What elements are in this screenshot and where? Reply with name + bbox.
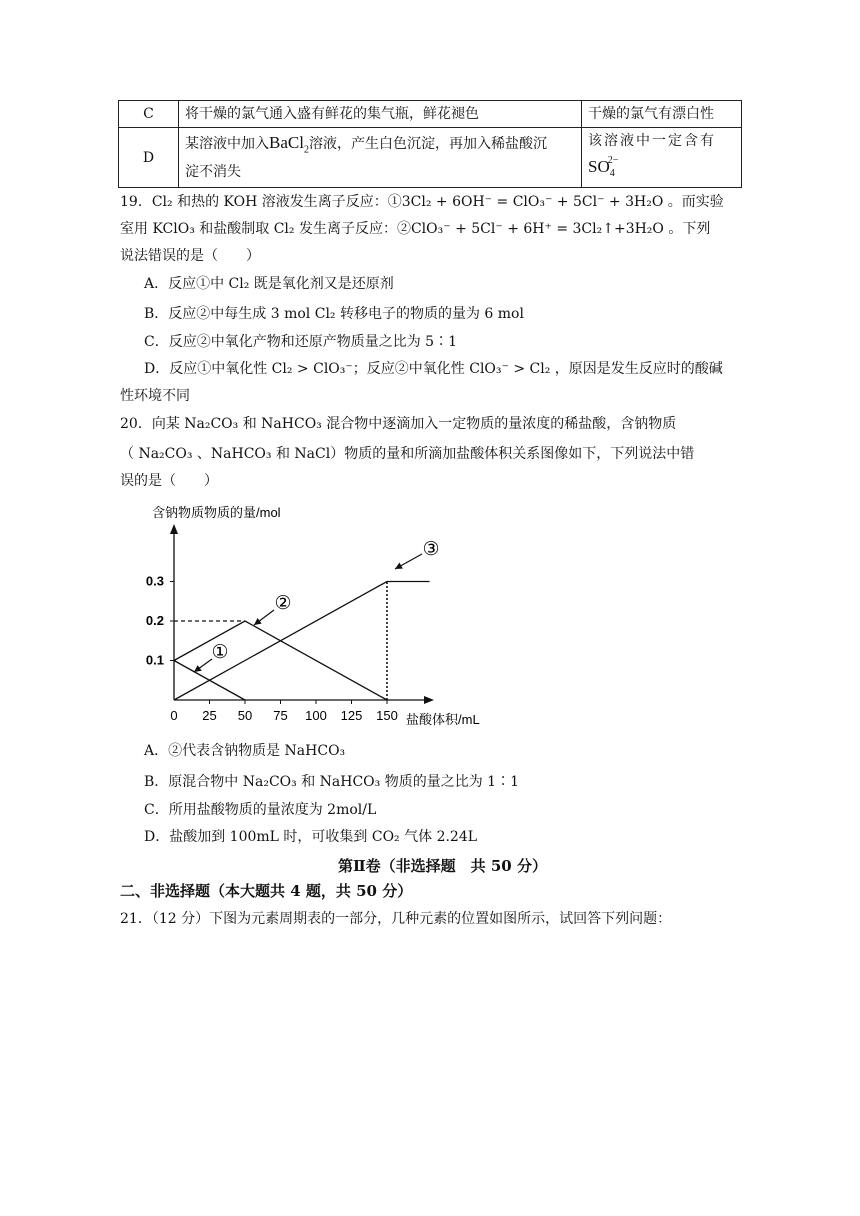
callout-arrow-head: [194, 665, 202, 672]
row-conclusion: 干燥的氯气有漂白性: [582, 101, 742, 128]
x-tick-label: 125: [340, 708, 363, 723]
section-title: 第Ⅱ卷（非选择题 共 50 分）: [338, 857, 547, 875]
series-label-1: ①: [211, 642, 229, 663]
chem-formula: BaCl$_2$: [269, 132, 309, 156]
q20-option-b: B．原混合物中 Na₂CO₃ 和 NaHCO₃ 物质的量之比为 1∶1: [144, 774, 519, 790]
q19-line1: 19．Cl₂ 和热的 KOH 溶液发生离子反应：①3Cl₂ + 6OH⁻ = ClO₃⁻ + 5Cl⁻ + 3H₂O 。而实验: [120, 194, 724, 210]
series-label-2: ②: [274, 593, 292, 614]
q20-option-a: A．②代表含钠物质是 NaHCO₃: [144, 743, 346, 759]
options-table: [118, 100, 742, 188]
chem-text: SO: [588, 156, 610, 176]
x-tick-label: 50: [237, 708, 253, 723]
y-axis-label: 含钠物质物质的量/mol: [152, 505, 281, 520]
desc-text: 某溶液中加入: [185, 135, 269, 152]
q20-line3: 误的是（ ）: [120, 473, 218, 489]
x-tick-label: 150: [376, 708, 398, 723]
chart-svg: [130, 497, 510, 727]
q19-line2: 室用 KClO₃ 和盐酸制取 Cl₂ 发生离子反应：②ClO₃⁻ + 5Cl⁻ + 6H⁺ = 3Cl₂↑+3H₂O 。下列: [120, 221, 711, 237]
table-row: [119, 128, 742, 188]
y-tick-label: 0.1: [145, 652, 164, 668]
q19-option-c: C．反应②中氧化产物和还原产物质量之比为 5∶1: [144, 334, 457, 350]
sulfate-formula: $SO_4^{2-}$: [588, 155, 619, 180]
y-tick-label: 0.3: [145, 573, 164, 589]
sodium-species-chart: [130, 497, 510, 731]
desc-text: 溶液，产生白色沉淀，再加入稀盐酸沉: [308, 135, 547, 152]
row-letter: C: [119, 101, 179, 128]
x-tick-label: 75: [273, 708, 288, 723]
row-description: 将干燥的氯气通入盛有鲜花的集气瓶，鲜花褪色: [179, 101, 582, 128]
table-row: [119, 101, 742, 128]
row-conclusion: [582, 128, 742, 188]
section-heading: 二、非选择题（本大题共 4 题，共 50 分）: [120, 882, 413, 900]
x-axis-label: 盐酸体积/mL: [406, 712, 480, 727]
desc-text: 淀不消失: [185, 164, 241, 181]
x-tick-label: 25: [202, 708, 217, 723]
q20-option-d: D．盐酸加到 100mL 时，可收集到 CO₂ 气体 2.24L: [144, 829, 478, 845]
chem-text: BaCl: [269, 132, 304, 152]
q21-stem: 21．（12 分）下图为元素周期表的一部分，几种元素的位置如图所示，试回答下列问题：: [120, 911, 672, 927]
series-line-2: [174, 621, 387, 700]
q19-line3: 说法错误的是（ ）: [120, 248, 260, 264]
conclusion-text: 该溶液中一定含有: [588, 133, 716, 149]
q19-option-d-line2: 性环境不同: [120, 388, 190, 404]
q20-line1: 20．向某 Na₂CO₃ 和 NaHCO₃ 混合物中逐滴加入一定物质的量浓度的稀盐酸，含钠物质: [120, 416, 677, 432]
q20-line2: （ Na₂CO₃ 、NaHCO₃ 和 NaCl）物质的量和所滴加盐酸体积关系图像如下，下列说法中错: [120, 446, 695, 462]
y-tick-label: 0.2: [145, 613, 164, 628]
x-tick-label: 0: [170, 708, 178, 723]
row-letter: D: [119, 128, 179, 188]
y-axis-arrow: [170, 524, 178, 534]
q19-option-b: B．反应②中每生成 3 mol Cl₂ 转移电子的物质的量为 6 mol: [144, 306, 524, 322]
row-description: [179, 128, 582, 188]
x-tick-label: 100: [305, 708, 327, 723]
q19-option-a: A．反应①中 Cl₂ 既是氧化剂又是还原剂: [144, 276, 394, 292]
callout-arrow-head: [254, 618, 262, 625]
series-label-3: ③: [422, 539, 440, 560]
x-axis-arrow: [424, 696, 434, 704]
q19-option-d-line1: D．反应①中氧化性 Cl₂ > ClO₃⁻；反应②中氧化性 ClO₃⁻ > Cl₂ ，原因是发生反应时的酸碱: [144, 361, 723, 377]
q20-option-c: C．所用盐酸物质的量浓度为 2mol/L: [144, 802, 377, 818]
